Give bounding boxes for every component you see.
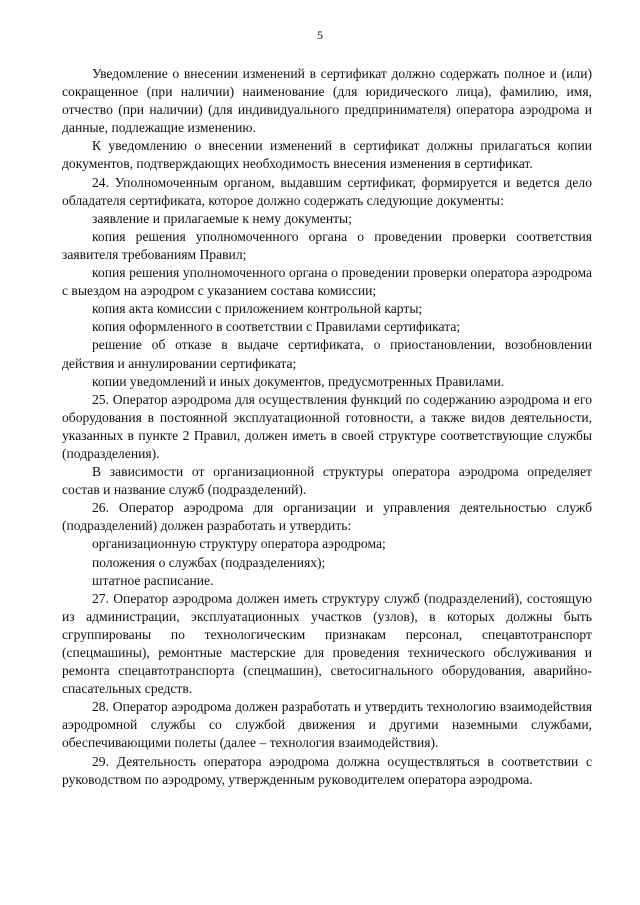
paragraph-25-structure: В зависимости от организационной структуры оператора аэродрома определяет состав и название служб (подразделений).: [62, 464, 592, 498]
document-body: [62, 65, 592, 789]
list-item: штатное расписание.: [92, 572, 214, 588]
list-item: положения о службах (подразделениях);: [92, 554, 326, 570]
paragraph-27: 27. Оператор аэродрома должен иметь структуру служб (подразделений), состоящую из администрации, эксплуатационных участков (узлов), в которых должны быть сгруппированы по технологическим признакам персонал, спецавтотранспорт (спецмашины), ремонтные мастерские для проведения технического обслуживания и ремонта спецавтотранспорта (спецмашин), светосигнального оборудования, аварийно-спасательных средств.: [62, 590, 592, 697]
list-item: копия оформленного в соответствии с Правилами сертификата;: [92, 319, 461, 335]
paragraph-notification-content: Уведомление о внесении изменений в сертификат должно содержать полное и (или) сокращенное (при наличии) наименование (для юридического лица), фамилию, имя, отчество (при наличии) (для индивидуального предпринимателя) оператора аэродрома и данные, подлежащие изменению.: [62, 66, 592, 136]
paragraph-25: 25. Оператор аэродрома для осуществления функций по содержанию аэродрома и его оборудования в постоянной эксплуатационной готовности, а также видов деятельности, указанных в пункте 2 Правил, должен иметь в своей структуре соответствующие службы (подразделения).: [62, 391, 592, 461]
list-item: копия решения уполномоченного органа о проведении проверки соответствия заявителя требованиям Правил;: [62, 228, 592, 262]
paragraph-29: 29. Деятельность оператора аэродрома должна осуществляться в соответствии с руководством по аэродрому, утвержденным руководителем оператора аэродрома.: [62, 753, 592, 787]
list-item: копия акта комиссии с приложением контрольной карты;: [92, 301, 423, 317]
page-number: 5: [317, 28, 323, 42]
list-item: заявление и прилагаемые к нему документы;: [92, 210, 352, 226]
list-item: организационную структуру оператора аэродрома;: [92, 536, 386, 552]
list-item: решение об отказе в выдаче сертификата, о приостановлении, возобновлении действия и аннулировании сертификата;: [62, 337, 592, 371]
paragraph-notification-attachments: К уведомлению о внесении изменений в сертификат должны прилагаться копии документов, подтверждающих необходимость внесения изменения в сертификат.: [62, 138, 592, 172]
paragraph-28: 28. Оператор аэродрома должен разработать и утвердить технологию взаимодействия аэродромной службы со службой движения и другими наземными службами, обеспечивающими полеты (далее – технология взаимодействия).: [62, 699, 592, 751]
paragraph-26: 26. Оператор аэродрома для организации и управления деятельностью служб (подразделений) должен разработать и утвердить:: [62, 500, 592, 534]
list-item: копии уведомлений и иных документов, предусмотренных Правилами.: [92, 373, 505, 389]
paragraph-24: 24. Уполномоченным органом, выдавшим сертификат, формируется и ведется дело обладателя сертификата, которое должно содержать следующие документы:: [62, 174, 592, 208]
list-item: копия решения уполномоченного органа о проведении проверки оператора аэродрома с выездом на аэродром с указанием состава комиссии;: [62, 265, 592, 299]
